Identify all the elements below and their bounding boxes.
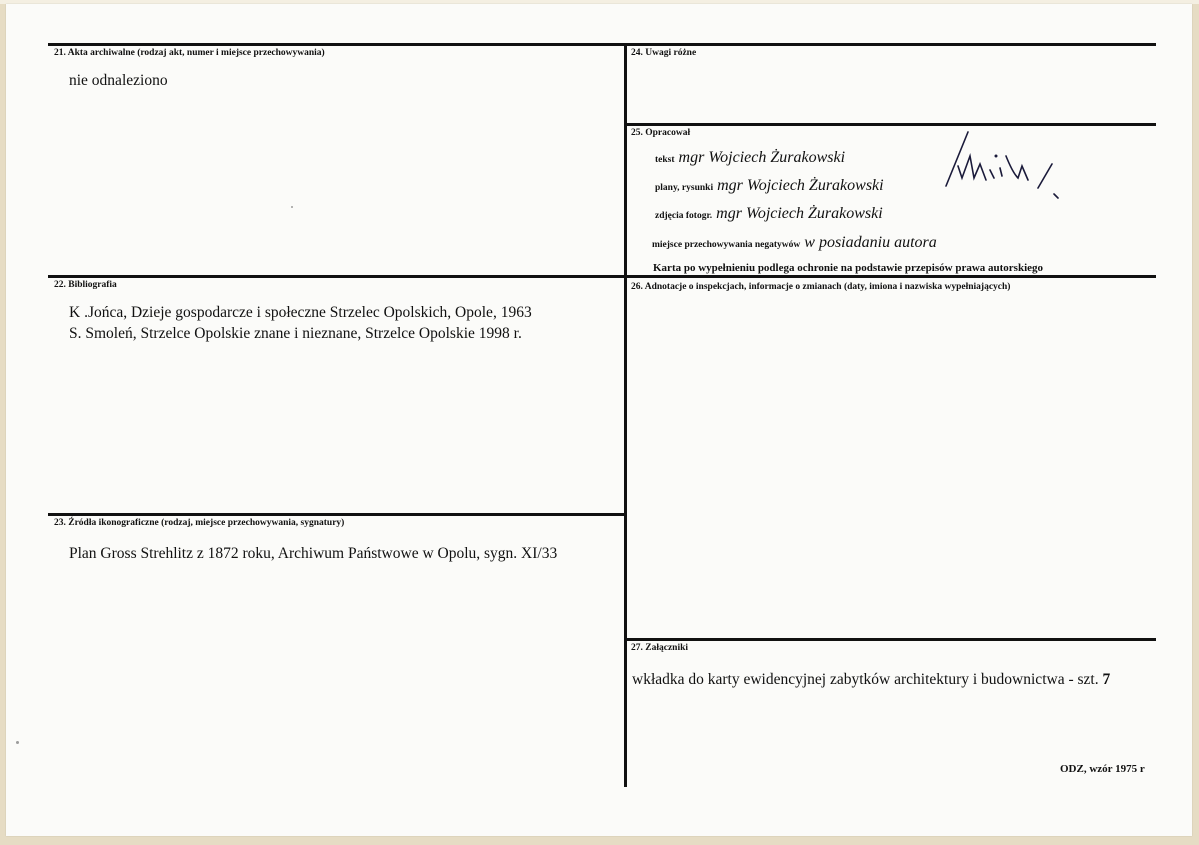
rule-23 — [48, 513, 626, 516]
negatywy-value: w posiadaniu autora — [804, 234, 937, 251]
bibliography-line-1: K .Jońca, Dzieje gospodarcze i społeczne Strzelec Opolskich, Opole, 1963 — [69, 304, 532, 321]
paper-speck — [291, 206, 293, 208]
form-footer: ODZ, wzór 1975 r — [1060, 763, 1145, 775]
rule-27 — [626, 638, 1156, 641]
plany-row — [655, 177, 884, 195]
section-24-header: 24. Uwagi różne — [631, 48, 697, 58]
tekst-label: tekst — [655, 155, 675, 165]
section-23-text: Plan Gross Strehlitz z 1872 roku, Archiwum Państwowe w Opolu, sygn. XI/33 — [69, 545, 558, 562]
plany-value: mgr Wojciech Żurakowski — [717, 177, 884, 194]
rule-top — [48, 43, 1156, 46]
section-21-header: 21. Akta archiwalne (rodzaj akt, numer i miejsce przechowywania) — [54, 48, 325, 58]
rule-vertical — [624, 43, 627, 787]
section-27-count: 7 — [1102, 671, 1111, 688]
zdjecia-value: mgr Wojciech Żurakowski — [716, 205, 883, 222]
negatywy-row — [652, 234, 937, 252]
plany-label: plany, rysunki — [655, 183, 714, 193]
signature — [940, 126, 1070, 216]
copyright-note: Karta po wypełnieniu podlega ochronie na podstawie przepisów prawa autorskiego — [653, 262, 1044, 274]
zdjecia-row — [655, 205, 883, 223]
bibliography-line-2: S. Smoleń, Strzelce Opolskie znane i nieznane, Strzelce Opolskie 1998 r. — [69, 325, 522, 342]
section-21-text: nie odnaleziono — [69, 72, 168, 89]
section-26-header: 26. Adnotacje o inspekcjach, informacje o zmianach (daty, imiona i nazwiska wypełniających) — [631, 282, 1011, 292]
rule-22 — [48, 275, 1156, 278]
paper-speck — [16, 741, 19, 744]
tekst-value: mgr Wojciech Żurakowski — [678, 149, 846, 166]
section-27-text — [632, 671, 1110, 689]
section-27-text-main: wkładka do karty ewidencyjnej zabytków architektury i budownictwa - szt. — [632, 671, 1099, 688]
tekst-row — [655, 149, 845, 167]
section-22-header: 22. Bibliografia — [54, 280, 117, 290]
section-23-header: 23. Źródła ikonograficzne (rodzaj, miejsce przechowywania, sygnatury) — [54, 518, 345, 528]
rule-24-25 — [626, 123, 1156, 126]
section-25-header: 25. Opracował — [631, 128, 691, 138]
zdjecia-label: zdjęcia fotogr. — [655, 211, 713, 221]
section-27-header: 27. Załączniki — [631, 643, 689, 653]
negatywy-label: miejsce przechowywania negatywów — [652, 240, 801, 250]
